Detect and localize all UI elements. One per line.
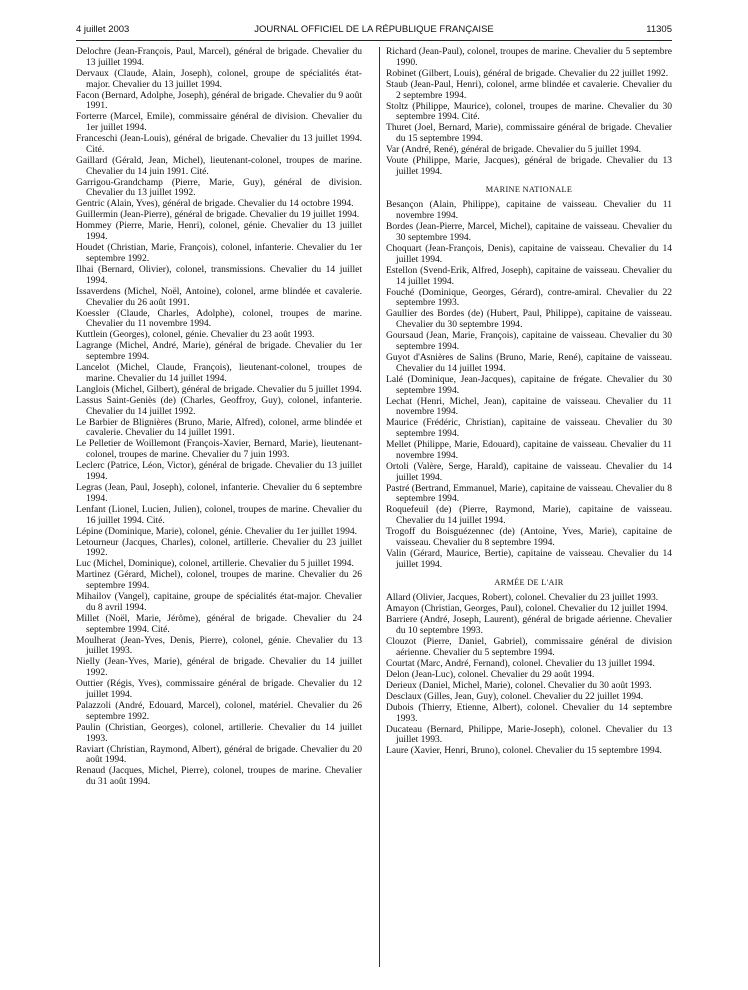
list-item: Gaullier des Bordes (de) (Hubert, Paul, Philippe), capitaine de vaisseau. Chevalier du 30 septembre 1994. [386, 308, 672, 331]
list-item: Luc (Michel, Dominique), colonel, artillerie. Chevalier du 5 juillet 1994. [76, 558, 354, 570]
list-item: Trogoff du Boisguézennec (de) (Antoine, Yves, Marie), capitaine de vaisseau. Chevalier du 8 septembre 1994. [386, 526, 672, 548]
air-entries [386, 593, 672, 757]
page-header [76, 22, 672, 38]
list-item: Kuttlein (Georges), colonel, génie. Chevalier du 23 août 1993. [76, 329, 315, 341]
list-item: Millet (Noël, Marie, Jérôme), général de brigade. Chevalier du 24 septembre 1994. Cité. [76, 612, 362, 635]
list-item: Estellon (Svend-Erik, Alfred, Joseph), capitaine de vaisseau. Chevalier du 14 juillet 1994. [386, 264, 672, 287]
list-item: Franceschi (Jean-Louis), général de brigade. Chevalier du 13 juillet 1994. Cité. [76, 133, 362, 155]
right-column [386, 47, 672, 757]
list-item: Var (André, René), général de brigade. Chevalier du 5 juillet 1994. [386, 144, 642, 156]
list-item: Fouché (Dominique, Georges, Gérard), contre-amiral. Chevalier du 22 septembre 1993. [386, 286, 672, 309]
list-item: Lenfant (Lionel, Lucien, Julien), colonel, troupes de marine. Chevalier du 16 juillet 1994. Cité. [76, 503, 362, 526]
list-item: Dubois (Thierry, Etienne, Albert), colonel. Chevalier du 14 septembre 1993. [386, 701, 672, 724]
list-item: Leclerc (Patrice, Léon, Victor), général de brigade. Chevalier du 13 juillet 1994. [76, 460, 362, 483]
list-item: Lalé (Dominique, Jean-Jacques), capitaine de frégate. Chevalier du 30 septembre 1994. [386, 373, 672, 396]
marine-entries [386, 200, 672, 570]
header-date: 4 juillet 2003 [76, 24, 130, 35]
list-item: Letourneur (Jacques, Charles), colonel, artillerie. Chevalier du 23 juillet 1992. [76, 536, 362, 559]
list-item: Gentric (Alain, Yves), général de brigade. Chevalier du 14 octobre 1994. [76, 198, 354, 210]
list-item: Courtat (Marc, André, Fernand), colonel. Chevalier du 13 juillet 1994. [386, 657, 655, 669]
page-number: 11305 [646, 24, 672, 35]
list-item: Allard (Olivier, Jacques, Robert), colonel. Chevalier du 23 juillet 1993. [386, 592, 659, 604]
list-item: Clouzot (Pierre, Daniel, Gabriel), commissaire général de division aérienne. Chevalier du 5 septembre 1994. [386, 636, 672, 658]
list-item: Facon (Bernard, Adolphe, Joseph), général de brigade. Chevalier du 9 août 1991. [76, 89, 362, 112]
list-item: Issaverdens (Michel, Noël, Antoine), colonel, arme blindée et cavalerie. Chevalier du 26 août 1991. [76, 285, 362, 308]
section-title-marine: MARINE NATIONALE [485, 184, 573, 194]
list-item: Raviart (Christian, Raymond, Albert), général de brigade. Chevalier du 20 août 1994. [76, 743, 362, 766]
list-item: Legras (Jean, Paul, Joseph), colonel, infanterie. Chevalier du 6 septembre 1994. [76, 482, 362, 504]
list-item: Palazzoli (André, Edouard, Marcel), colonel, matériel. Chevalier du 26 septembre 1992. [76, 700, 362, 722]
right-column-top [386, 47, 672, 178]
list-item: Roquefeuil (de) (Pierre, Raymond, Marie), capitaine de vaisseau. Chevalier du 14 juillet 1994. [386, 504, 672, 527]
list-item: Koessler (Claude, Charles, Adolphe), colonel, troupes de marine. Chevalier du 11 novembre 1994. [76, 307, 362, 330]
list-item: Ducateau (Bernard, Philippe, Marie-Joseph), colonel. Chevalier du 13 juillet 1993. [386, 723, 672, 746]
list-item: Robinet (Gilbert, Louis), général de brigade. Chevalier du 22 juillet 1992. [386, 67, 669, 79]
list-item: Thuret (Joel, Bernard, Marie), commissaire général de brigade. Chevalier du 15 septembre 1994. [386, 122, 672, 145]
list-item: Voute (Philippe, Marie, Jacques), général de brigade. Chevalier du 13 juillet 1994. [386, 155, 672, 177]
list-item: Dervaux (Claude, Alain, Joseph), colonel, groupe de spécialités état-major. Chevalier du 13 juillet 1994. [76, 67, 362, 90]
list-item: Richard (Jean-Paul), colonel, troupes de marine. Chevalier du 5 septembre 1990. [386, 46, 672, 68]
list-item: Valin (Gérard, Maurice, Bertie), capitaine de vaisseau. Chevalier du 14 juillet 1994. [386, 547, 672, 570]
list-item: Renaud (Jacques, Michel, Pierre), colonel, troupes de marine. Chevalier du 31 août 1994. [76, 765, 362, 788]
list-item: Barriere (André, Joseph, Laurent), général de brigade aérienne. Chevalier du 10 septembre 1993. [386, 614, 672, 637]
list-item: Amayon (Christian, Georges, Paul), colonel. Chevalier du 12 juillet 1994. [386, 603, 668, 615]
list-item: Lagrange (Michel, André, Marie), général de brigade. Chevalier du 1er septembre 1994. [76, 340, 362, 363]
list-item: Guillermin (Jean-Pierre), général de brigade. Chevalier du 19 juillet 1994. [76, 209, 360, 221]
list-item: Gaillard (Gérald, Jean, Michel), lieutenant-colonel, troupes de marine. Chevalier du 14 juin 1991. Cité. [76, 154, 362, 177]
column-divider [379, 47, 380, 967]
list-item: Outtier (Régis, Yves), commissaire général de brigade. Chevalier du 12 juillet 1994. [76, 678, 362, 701]
list-item: Le Barbier de Blignières (Bruno, Marie, Alfred), colonel, arme blindée et cavalerie. Chevalier du 14 juillet 1991. [76, 416, 362, 439]
list-item: Houdet (Christian, Marie, François), colonel, infanterie. Chevalier du 1er septembre 1992. [76, 242, 362, 265]
list-item: Guyot d'Asnières de Salins (Bruno, Marie, René), capitaine de vaisseau. Chevalier du 14 juillet 1994. [386, 351, 672, 374]
list-item: Delon (Jean-Luc), colonel. Chevalier du 29 août 1994. [386, 668, 595, 680]
list-item: Moulherat (Jean-Yves, Denis, Pierre), colonel, génie. Chevalier du 13 juillet 1993. [76, 634, 362, 657]
list-item: Choquart (Jean-François, Denis), capitaine de vaisseau. Chevalier du 14 juillet 1994. [386, 243, 672, 265]
list-item: Stoltz (Philippe, Maurice), colonel, troupes de marine. Chevalier du 30 septembre 1994. Cité. [386, 100, 672, 123]
list-item: Lancelot (Michel, Claude, François), lieutenant-colonel, troupes de marine. Chevalier du 14 juillet 1994. [76, 362, 362, 384]
list-item: Le Pelletier de Woillemont (François-Xavier, Bernard, Marie), lieutenant-colonel, troupes de marine. Chevalier du 7 juin 1993. [76, 438, 362, 461]
list-item: Lassus Saint-Geniès (de) (Charles, Geoffroy, Guy), colonel, infanterie. Chevalier du 14 juillet 1992. [76, 394, 362, 417]
list-item: Forterre (Marcel, Emile), commissaire général de division. Chevalier du 1er juillet 1994. [76, 111, 362, 134]
list-item: Maurice (Frédéric, Christian), capitaine de vaisseau. Chevalier du 30 septembre 1994. [386, 417, 672, 440]
list-item: Besançon (Alain, Philippe), capitaine de vaisseau. Chevalier du 11 novembre 1994. [386, 199, 672, 222]
list-item: Martinez (Gérard, Michel), colonel, troupes de marine. Chevalier du 26 septembre 1994. [76, 569, 362, 592]
list-item: Garrigou-Grandchamp (Pierre, Marie, Guy), général de division. Chevalier du 13 juillet 1992. [76, 176, 362, 199]
header-rule [76, 40, 672, 41]
list-item: Derieux (Daniel, Michel, Marie), colonel. Chevalier du 30 août 1993. [386, 679, 652, 691]
list-item: Ortoli (Valère, Serge, Harald), capitaine de vaisseau. Chevalier du 14 juillet 1994. [386, 460, 672, 483]
list-item: Nielly (Jean-Yves, Marie), général de brigade. Chevalier du 14 juillet 1992. [76, 656, 362, 679]
list-item: Langlois (Michel, Gilbert), général de brigade. Chevalier du 5 juillet 1994. [76, 383, 362, 395]
list-item: Mellet (Philippe, Marie, Edouard), capitaine de vaisseau. Chevalier du 11 novembre 1994. [386, 439, 672, 461]
list-item: Laure (Xavier, Henri, Bruno), colonel. Chevalier du 15 septembre 1994. [386, 745, 662, 757]
list-item: Hommey (Pierre, Marie, Henri), colonel, génie. Chevalier du 13 juillet 1994. [76, 220, 362, 243]
list-item: Mihailov (Vangel), capitaine, groupe de spécialités état-major. Chevalier du 8 avril 1994. [76, 591, 362, 613]
journal-title: JOURNAL OFFICIEL DE LA RÉPUBLIQUE FRANÇAISE [254, 24, 494, 35]
list-item: Bordes (Jean-Pierre, Marcel, Michel), capitaine de vaisseau. Chevalier du 30 septembre 1994. [386, 221, 672, 244]
list-item: Goursaud (Jean, Marie, François), capitaine de vaisseau. Chevalier du 30 septembre 1994. [386, 330, 672, 352]
list-item: Lechat (Henri, Michel, Jean), capitaine de vaisseau. Chevalier du 11 novembre 1994. [386, 395, 672, 418]
left-column [76, 47, 362, 788]
list-item: Paulin (Christian, Georges), colonel, artillerie. Chevalier du 14 juillet 1993. [76, 721, 362, 744]
list-item: Ilhai (Bernard, Olivier), colonel, transmissions. Chevalier du 14 juillet 1994. [76, 264, 362, 286]
list-item: Staub (Jean-Paul, Henri), colonel, arme blindée et cavalerie. Chevalier du 2 septembre 1994. [386, 78, 672, 101]
list-item: Desclaux (Gilles, Jean, Guy), colonel. Chevalier du 22 juillet 1994. [386, 690, 644, 702]
list-item: Lépine (Dominique, Marie), colonel, génie. Chevalier du 1er juillet 1994. [76, 525, 358, 537]
list-item: Pastré (Bertrand, Emmanuel, Marie), capitaine de vaisseau. Chevalier du 8 septembre 1994. [386, 482, 672, 505]
list-item: Delochre (Jean-François, Paul, Marcel), général de brigade. Chevalier du 13 juillet 1994. [76, 46, 362, 68]
section-title-air: ARMÉE DE L'AIR [494, 577, 564, 587]
